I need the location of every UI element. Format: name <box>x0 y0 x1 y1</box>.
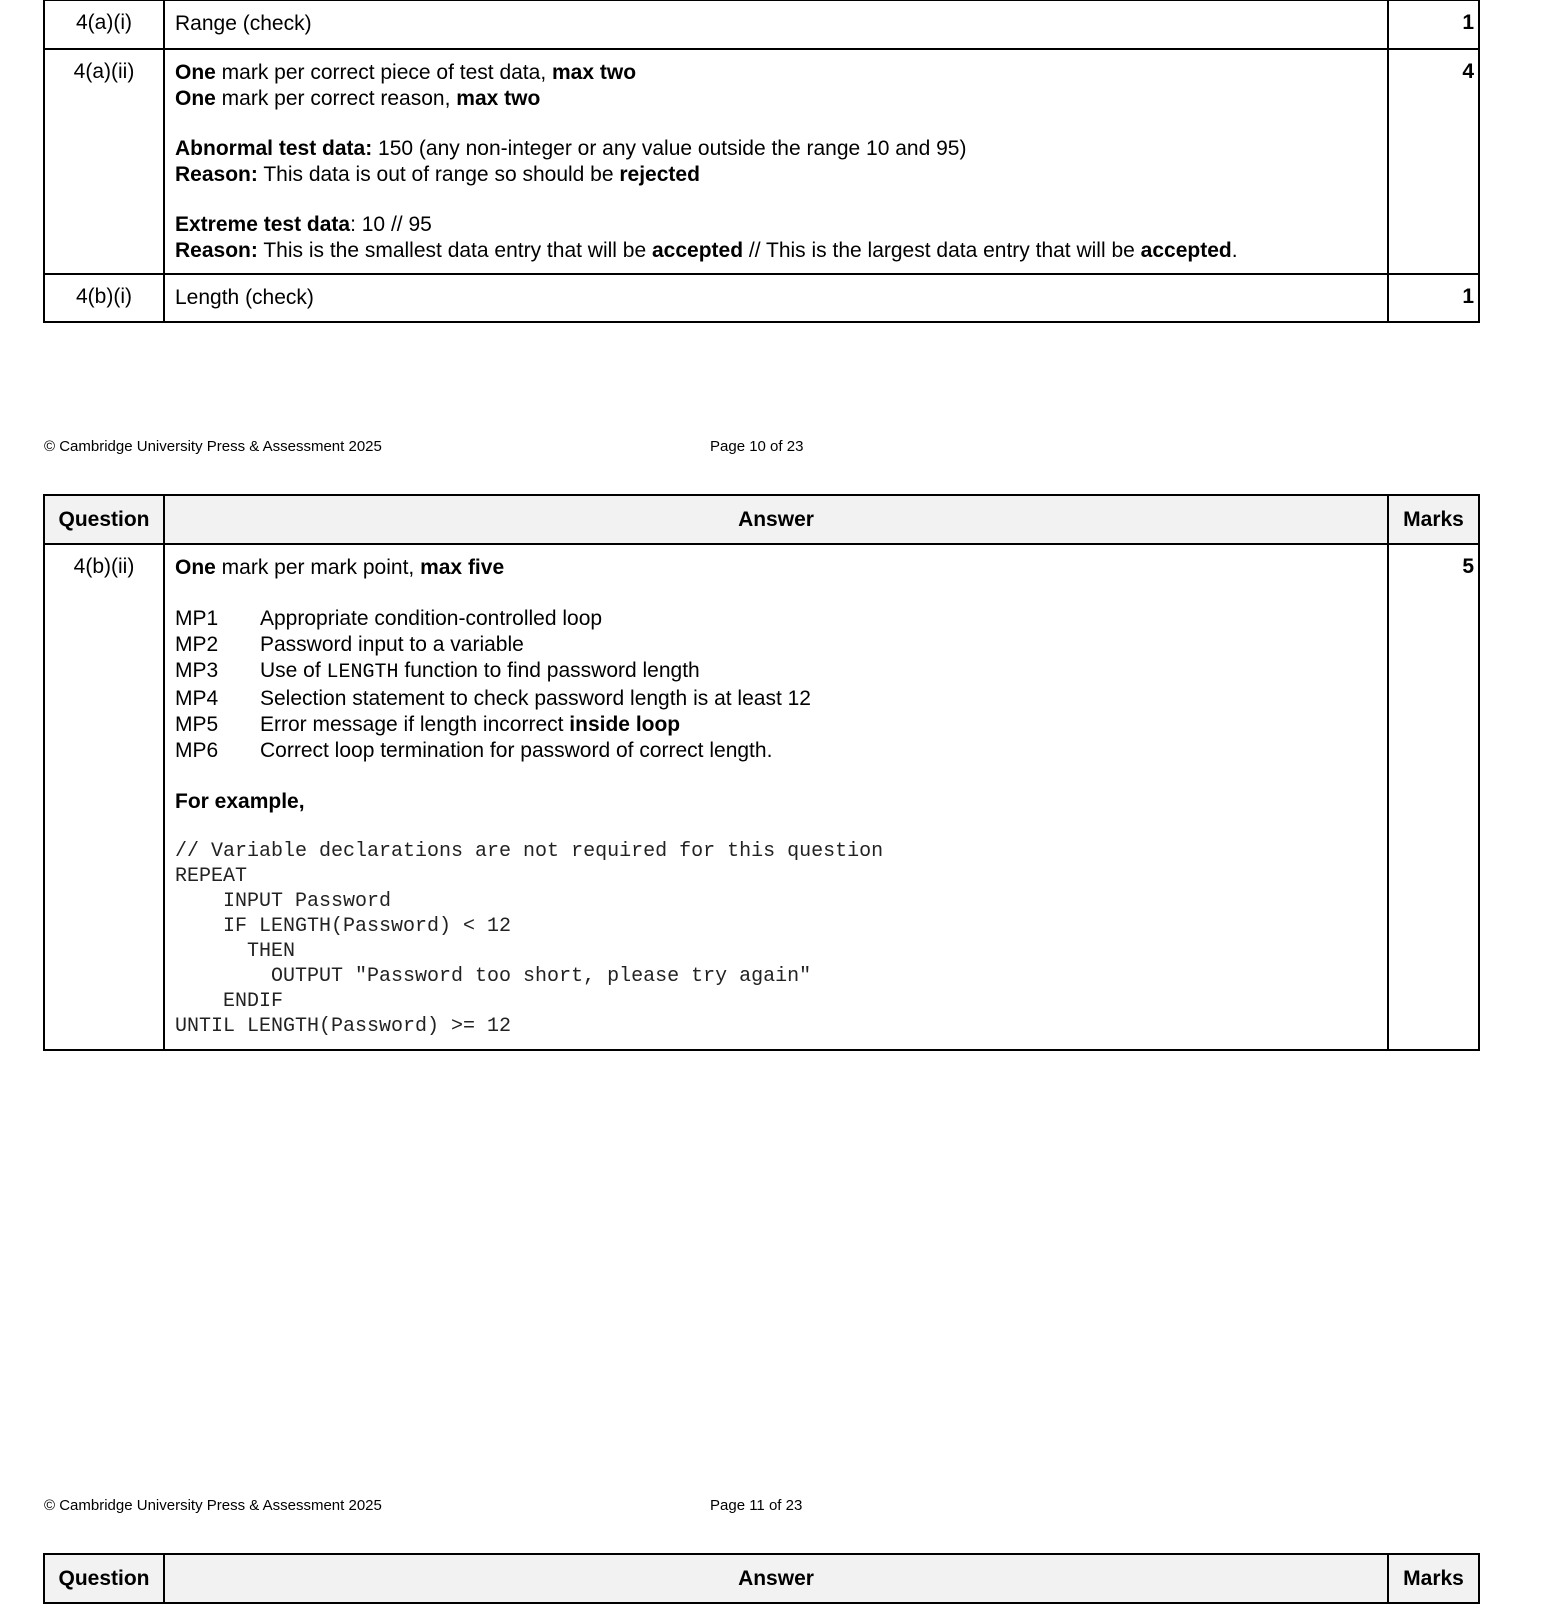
answer-header: Answer <box>164 1554 1388 1603</box>
answer-header: Answer <box>164 495 1388 544</box>
table-row <box>44 544 1479 1050</box>
marks-header: Marks <box>1388 1554 1479 1603</box>
marks-cell: 1 <box>1388 0 1479 49</box>
page-number: Page 11 of 23 <box>710 1497 803 1514</box>
question-cell: 4(b)(ii) <box>44 544 164 1050</box>
table-header-row <box>44 1554 1479 1603</box>
table-header-row <box>44 495 1479 544</box>
answer-line: Reason: This is the smallest data entry that will be accepted // This is the largest data entry that will be accepted. <box>175 238 1238 262</box>
table-row <box>44 274 1479 322</box>
question-cell: 4(b)(i) <box>44 274 164 322</box>
mark-scheme-table-1 <box>43 0 1480 323</box>
page-footer <box>44 438 1144 458</box>
mark-point: MP3 Use of LENGTH function to find password length <box>175 658 700 684</box>
answer-cell: Range (check) <box>164 0 1388 49</box>
table-row <box>44 49 1479 274</box>
table-row <box>44 0 1479 49</box>
pseudocode-block: // Variable declarations are not required for this question REPEAT INPUT Password IF LENGTH(Password) < 12 THEN OUTPUT "Password too short, please try again" ENDIF UNTIL LENGTH(Password) >= 12 <box>175 840 884 1038</box>
mark-point: MP2 Password input to a variable <box>175 632 524 656</box>
answer-line: Reason: This data is out of range so should be rejected <box>175 162 700 186</box>
answer-line: One mark per mark point, max five <box>175 556 505 579</box>
marks-cell: 4 <box>1388 49 1479 274</box>
question-cell: 4(a)(ii) <box>44 49 164 274</box>
mark-point: MP4 Selection statement to check password length is at least 12 <box>175 686 811 710</box>
marks-cell: 1 <box>1388 274 1479 322</box>
answer-cell <box>164 49 1388 274</box>
marks-cell: 5 <box>1388 544 1479 1050</box>
marks-header: Marks <box>1388 495 1479 544</box>
question-header: Question <box>44 1554 164 1603</box>
copyright-text: © Cambridge University Press & Assessment 2025 <box>44 438 382 455</box>
page-number: Page 10 of 23 <box>710 438 804 455</box>
question-header: Question <box>44 495 164 544</box>
mark-point: MP1 Appropriate condition-controlled loop <box>175 606 603 630</box>
example-heading: For example, <box>175 789 305 813</box>
answer-line: One mark per correct reason, max two <box>175 86 541 110</box>
copyright-text: © Cambridge University Press & Assessment 2025 <box>44 1497 382 1514</box>
question-cell: 4(a)(i) <box>44 0 164 49</box>
mark-scheme-table-3 <box>43 1553 1480 1604</box>
mark-point: MP5 Error message if length incorrect inside loop <box>175 712 681 736</box>
answer-cell: Length (check) <box>164 274 1388 322</box>
mark-point: MP6 Correct loop termination for password of correct length. <box>175 738 773 762</box>
answer-line: Abnormal test data: 150 (any non-integer or any value outside the range 10 and 95) <box>175 137 967 160</box>
answer-line: Extreme test data: 10 // 95 <box>175 213 432 236</box>
answer-cell <box>164 544 1388 1050</box>
answer-line: One mark per correct piece of test data, max two <box>175 61 637 84</box>
page-footer <box>44 1497 1144 1517</box>
mark-scheme-table-2 <box>43 494 1480 1051</box>
